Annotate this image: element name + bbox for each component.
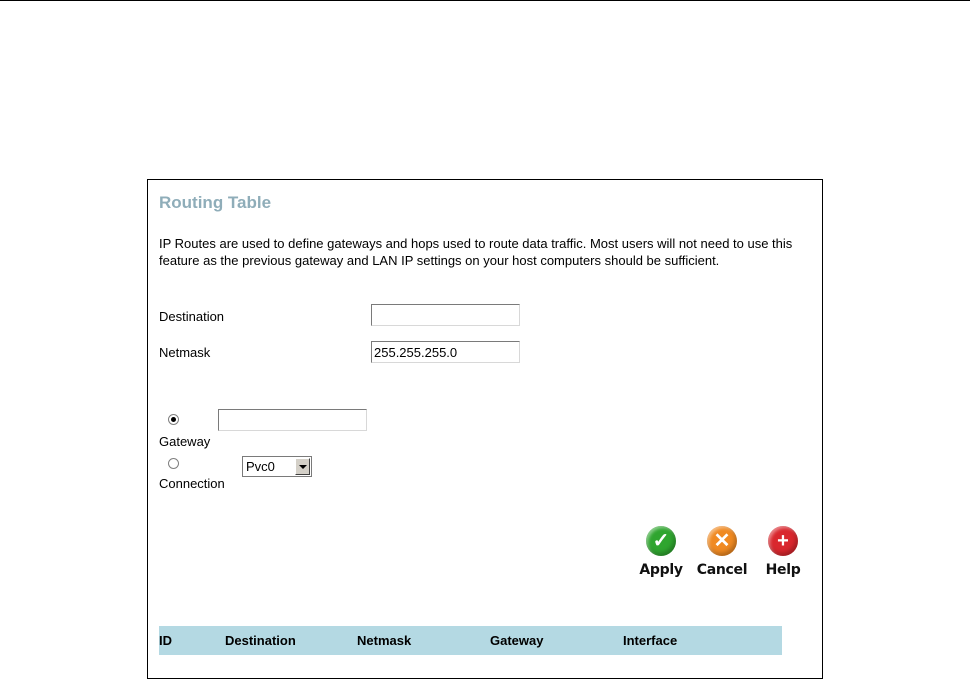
netmask-label: Netmask xyxy=(159,345,211,360)
column-header-id: ID xyxy=(159,633,172,648)
gateway-label: Gateway xyxy=(159,434,211,449)
x-icon: ✕ xyxy=(707,526,737,556)
radio-selected-dot xyxy=(171,417,176,422)
gateway-radio[interactable] xyxy=(168,414,179,425)
routing-table-panel xyxy=(147,179,823,679)
page-title: Routing Table xyxy=(159,193,272,212)
column-header-netmask: Netmask xyxy=(357,633,412,648)
connection-radio[interactable] xyxy=(168,458,179,469)
routing-table-header xyxy=(159,626,782,655)
check-icon: ✓ xyxy=(646,526,676,556)
section-description: IP Routes are used to define gateways and hops used to route data traffic. Most users will not need to use this feature as the previous gateway and LAN IP settings on your host computers should be sufficient. xyxy=(159,236,793,268)
connection-label: Connection xyxy=(159,476,225,491)
connection-select[interactable] xyxy=(242,456,312,477)
apply-label: Apply xyxy=(639,562,683,578)
cancel-label: Cancel xyxy=(696,562,748,578)
destination-input[interactable] xyxy=(371,304,520,326)
chevron-down-icon[interactable] xyxy=(295,458,310,475)
connection-select-value: Pvc0 xyxy=(246,459,275,474)
column-header-gateway: Gateway xyxy=(490,633,544,648)
column-header-interface: Interface xyxy=(623,633,678,648)
destination-label: Destination xyxy=(159,309,225,324)
top-rule xyxy=(0,0,970,1)
apply-button[interactable] xyxy=(633,526,689,578)
help-label: Help xyxy=(765,562,801,578)
plus-icon: + xyxy=(768,526,798,556)
gateway-input[interactable] xyxy=(218,409,367,431)
netmask-input[interactable] xyxy=(371,341,520,363)
column-header-destination: Destination xyxy=(225,633,296,648)
cancel-button[interactable] xyxy=(692,526,752,578)
help-button[interactable] xyxy=(759,526,807,578)
